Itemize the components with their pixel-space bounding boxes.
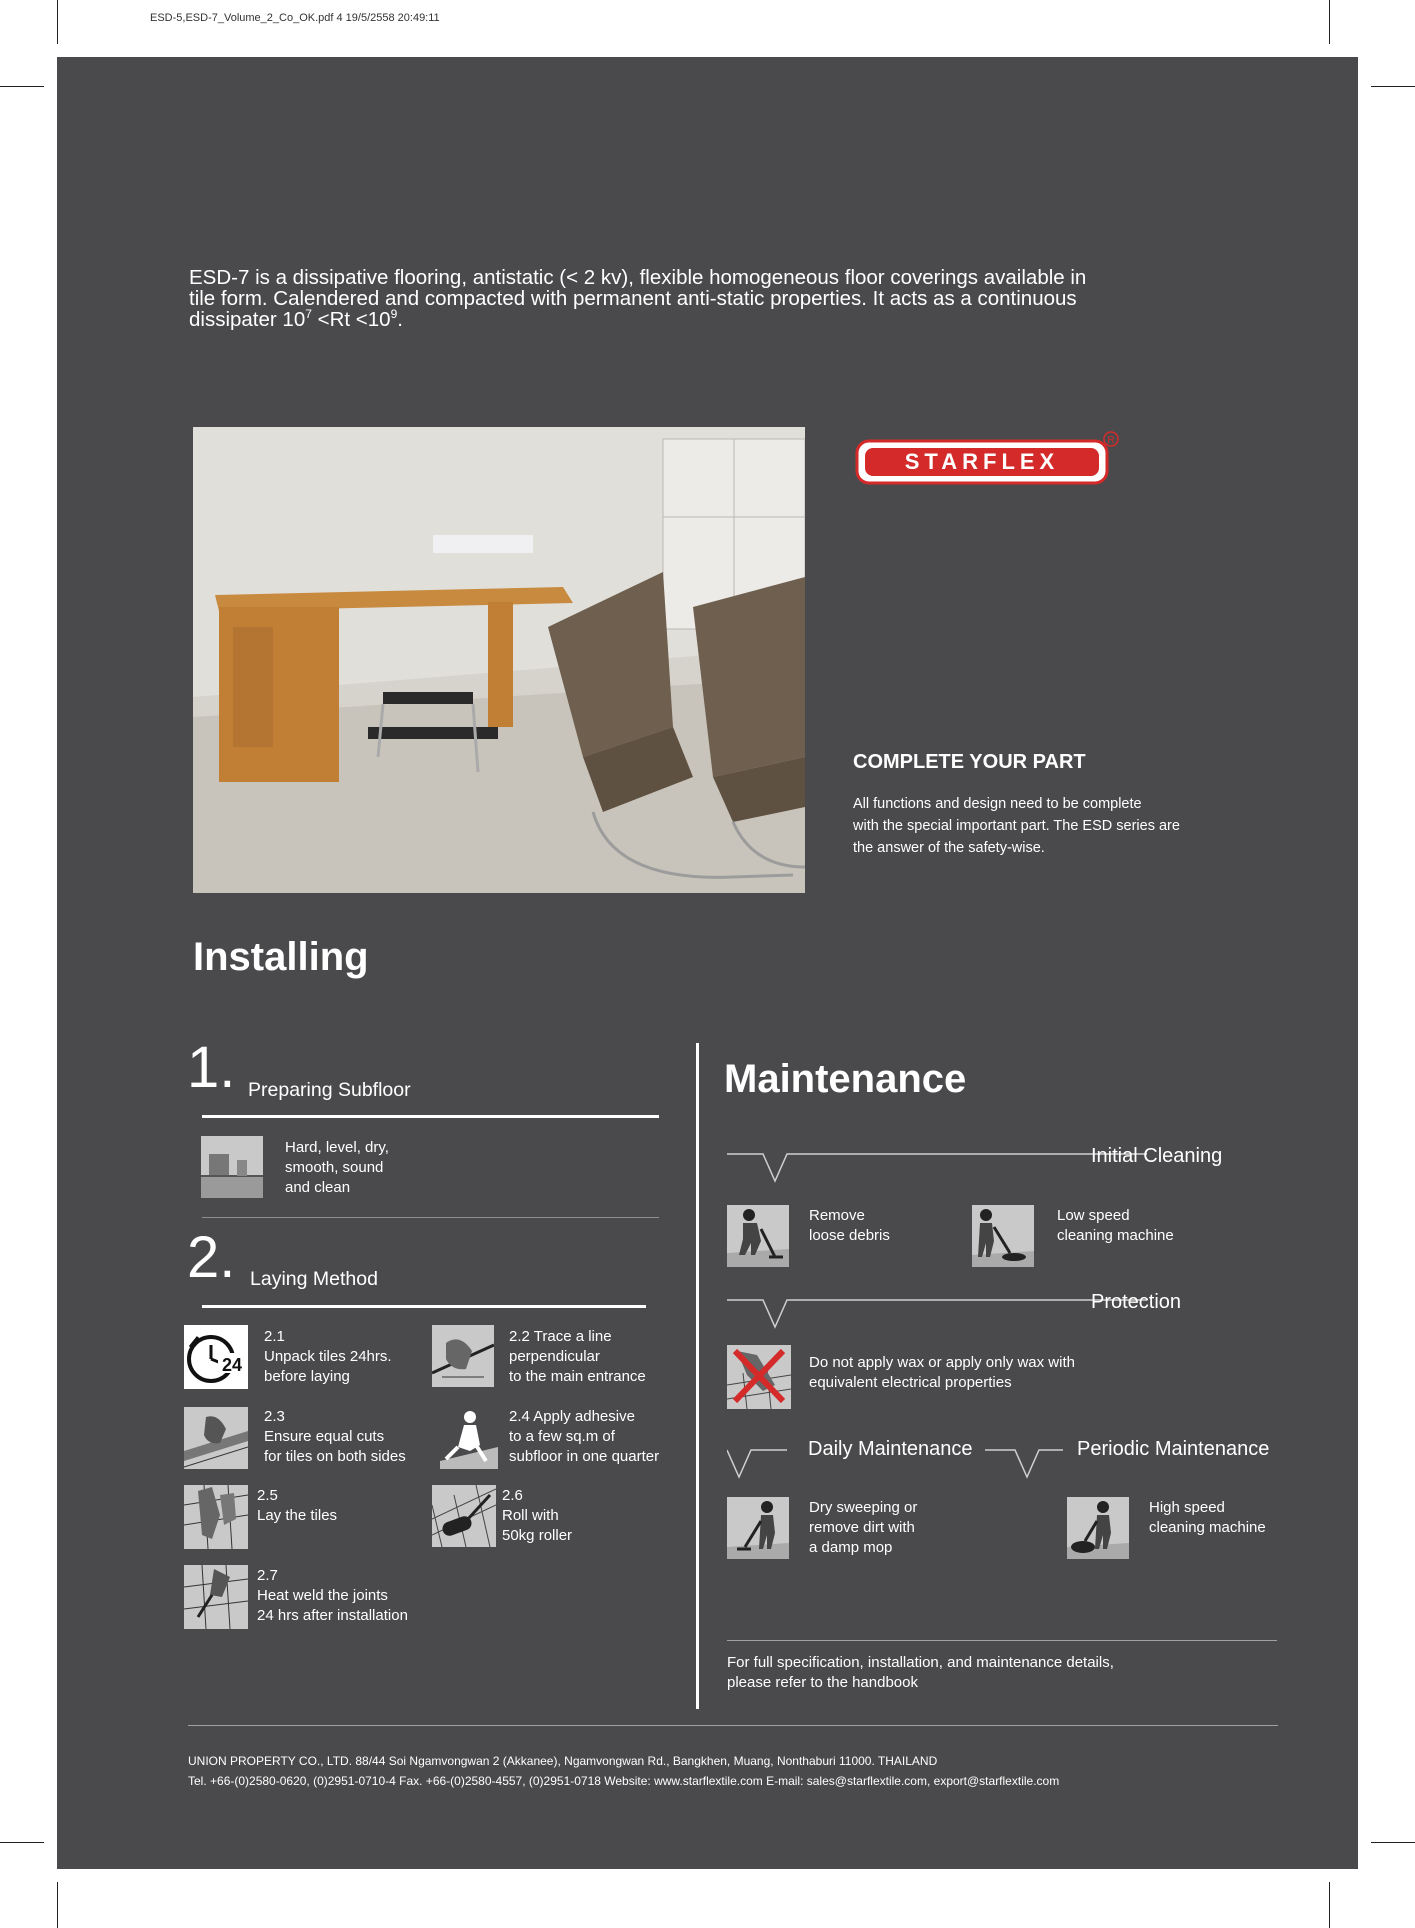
item-number: 2.6 <box>502 1487 523 1504</box>
desc-line: and clean <box>285 1179 351 1196</box>
installing-title: Installing <box>193 935 369 979</box>
crop-mark <box>57 1882 58 1928</box>
item-line: cleaning machine <box>1149 1519 1266 1536</box>
item-line: cleaning machine <box>1057 1227 1174 1244</box>
lay-item-2-5 <box>257 1486 337 1526</box>
item-line: Roll with <box>502 1507 559 1524</box>
initial-item-machine <box>1057 1206 1174 1246</box>
crop-mark <box>1371 86 1415 87</box>
step1-rule <box>202 1115 659 1118</box>
brand-name: STARFLEX <box>904 449 1060 474</box>
lay-item-2-4 <box>509 1407 659 1467</box>
desc-line: smooth, sound <box>285 1159 384 1176</box>
divider <box>202 1217 659 1218</box>
roller-icon <box>432 1485 496 1547</box>
remove-debris-icon <box>727 1205 789 1267</box>
step1-title: Preparing Subfloor <box>248 1079 411 1101</box>
no-wax-icon <box>727 1345 791 1409</box>
crop-mark <box>0 86 44 87</box>
item-line: Dry sweeping or <box>809 1499 918 1516</box>
step1-number: 1. <box>187 1035 236 1100</box>
item-line: High speed <box>1149 1499 1225 1516</box>
item-number: 2.7 <box>257 1567 278 1584</box>
print-info: ESD-5,ESD-7_Volume_2_Co_OK.pdf 4 19/5/2558 20:49:11 <box>150 12 440 24</box>
item-line: Lay the tiles <box>257 1507 338 1524</box>
protection-pointer <box>727 1299 1147 1331</box>
subfloor-icon <box>201 1136 263 1198</box>
clock-24-icon <box>184 1325 248 1389</box>
crop-mark <box>1371 1842 1415 1843</box>
item-line: 24 hrs after installation <box>257 1607 408 1624</box>
intro-line: dissipater $10^7 <Rt <10^9$. <box>189 307 403 331</box>
step2-number: 2. <box>187 1225 236 1290</box>
periodic-text <box>1149 1498 1266 1538</box>
room-photo <box>193 427 805 893</box>
heat-weld-icon <box>184 1565 248 1629</box>
note-line: For full specification, installation, and maintenance details, <box>727 1654 1114 1671</box>
desc-line: Hard, level, dry, <box>285 1139 389 1156</box>
item-line: 50kg roller <box>502 1527 573 1544</box>
item-number: 2.3 <box>264 1408 285 1425</box>
intro-paragraph <box>189 267 1189 330</box>
initial-cleaning-label: Initial Cleaning <box>1091 1145 1223 1167</box>
handbook-note <box>727 1653 1114 1693</box>
apply-adhesive-icon <box>440 1407 498 1469</box>
low-speed-machine-icon <box>972 1205 1034 1267</box>
item-line: to a few sq.m of <box>509 1428 615 1445</box>
item-line: perpendicular <box>509 1348 600 1365</box>
step2-title: Laying Method <box>250 1268 378 1290</box>
maintenance-divider <box>727 1640 1277 1641</box>
company-footer <box>188 1751 1059 1791</box>
item-line: to the main entrance <box>509 1368 646 1385</box>
brochure-page <box>57 57 1358 1869</box>
complete-line: All functions and design need to be complete <box>853 796 1142 812</box>
daily-text <box>809 1498 917 1558</box>
note-line: please refer to the handbook <box>727 1674 918 1691</box>
periodic-pointer <box>985 1449 1063 1481</box>
item-line: Do not apply wax or apply only wax with <box>809 1354 1075 1371</box>
step2-rule <box>202 1305 646 1308</box>
footer-address: UNION PROPERTY CO., LTD. 88/44 Soi Ngamvongwan 2 (Akkanee), Ngamvongwan Rd., Bangkhen, Muang, Nonthaburi 11000. THAILAND <box>188 1754 938 1768</box>
item-line: Ensure equal cuts <box>264 1428 385 1445</box>
cut-tiles-icon <box>184 1407 248 1469</box>
crop-mark <box>0 1842 44 1843</box>
item-line: Remove <box>809 1207 865 1224</box>
column-divider <box>696 1043 699 1709</box>
item-line: subfloor in one quarter <box>509 1448 660 1465</box>
lay-item-2-7 <box>257 1566 408 1626</box>
lay-tiles-icon <box>184 1485 248 1549</box>
initial-cleaning-pointer <box>727 1153 1147 1185</box>
crop-mark <box>57 0 58 44</box>
high-speed-machine-icon <box>1067 1497 1129 1559</box>
item-number: 2.4 Apply adhesive <box>509 1408 635 1425</box>
crop-mark <box>1329 1882 1330 1928</box>
trace-line-icon <box>432 1325 494 1387</box>
protection-text <box>809 1353 1075 1393</box>
clock-24-label: 24 <box>221 1355 243 1375</box>
starflex-logo <box>855 431 1121 485</box>
item-line: for tiles on both sides <box>264 1448 406 1465</box>
item-line: Unpack tiles 24hrs. <box>264 1348 392 1365</box>
item-line: a damp mop <box>809 1539 893 1556</box>
maintenance-title: Maintenance <box>724 1057 967 1101</box>
item-line: loose debris <box>809 1227 890 1244</box>
footer-contact: Tel. +66-(0)2580-0620, (0)2951-0710-4 Fax. +66-(0)2580-4557, (0)2951-0718 Website: www.starflextile.com E-mail: sales@starflextile.com, export@starflextile.com <box>188 1774 1060 1788</box>
item-number: 2.1 <box>264 1328 285 1345</box>
damp-mop-icon <box>727 1497 789 1559</box>
intro-line: tile form. Calendered and compacted with permanent anti-static properties. It acts as a continuous <box>189 287 1077 310</box>
crop-mark <box>1329 0 1330 44</box>
registered-mark: R <box>1107 435 1115 446</box>
lay-item-2-6 <box>502 1486 572 1546</box>
item-line: before laying <box>264 1368 350 1385</box>
lay-item-2-3 <box>264 1407 406 1467</box>
item-line: Heat weld the joints <box>257 1587 388 1604</box>
item-line: equivalent electrical properties <box>809 1374 1012 1391</box>
lay-item-2-1 <box>264 1327 392 1387</box>
daily-pointer <box>727 1449 787 1481</box>
periodic-maintenance-label: Periodic Maintenance <box>1077 1438 1270 1460</box>
item-number: 2.2 Trace a line <box>509 1328 612 1345</box>
lay-item-2-2 <box>509 1327 646 1387</box>
item-line: Low speed <box>1057 1207 1130 1224</box>
daily-maintenance-label: Daily Maintenance <box>808 1438 973 1460</box>
complete-title: COMPLETE YOUR PART <box>853 751 1086 773</box>
item-number: 2.5 <box>257 1487 278 1504</box>
initial-item-debris <box>809 1206 890 1246</box>
complete-paragraph <box>853 793 1273 859</box>
complete-line: the answer of the safety-wise. <box>853 840 1045 856</box>
protection-label: Protection <box>1091 1291 1182 1313</box>
footer-divider <box>188 1725 1278 1726</box>
step1-desc <box>285 1138 389 1198</box>
item-line: remove dirt with <box>809 1519 915 1536</box>
complete-line: with the special important part. The ESD series are <box>853 818 1180 834</box>
intro-line: ESD-7 is a dissipative flooring, antistatic (< 2 kv), flexible homogeneous floor coverings available in <box>189 266 1087 289</box>
